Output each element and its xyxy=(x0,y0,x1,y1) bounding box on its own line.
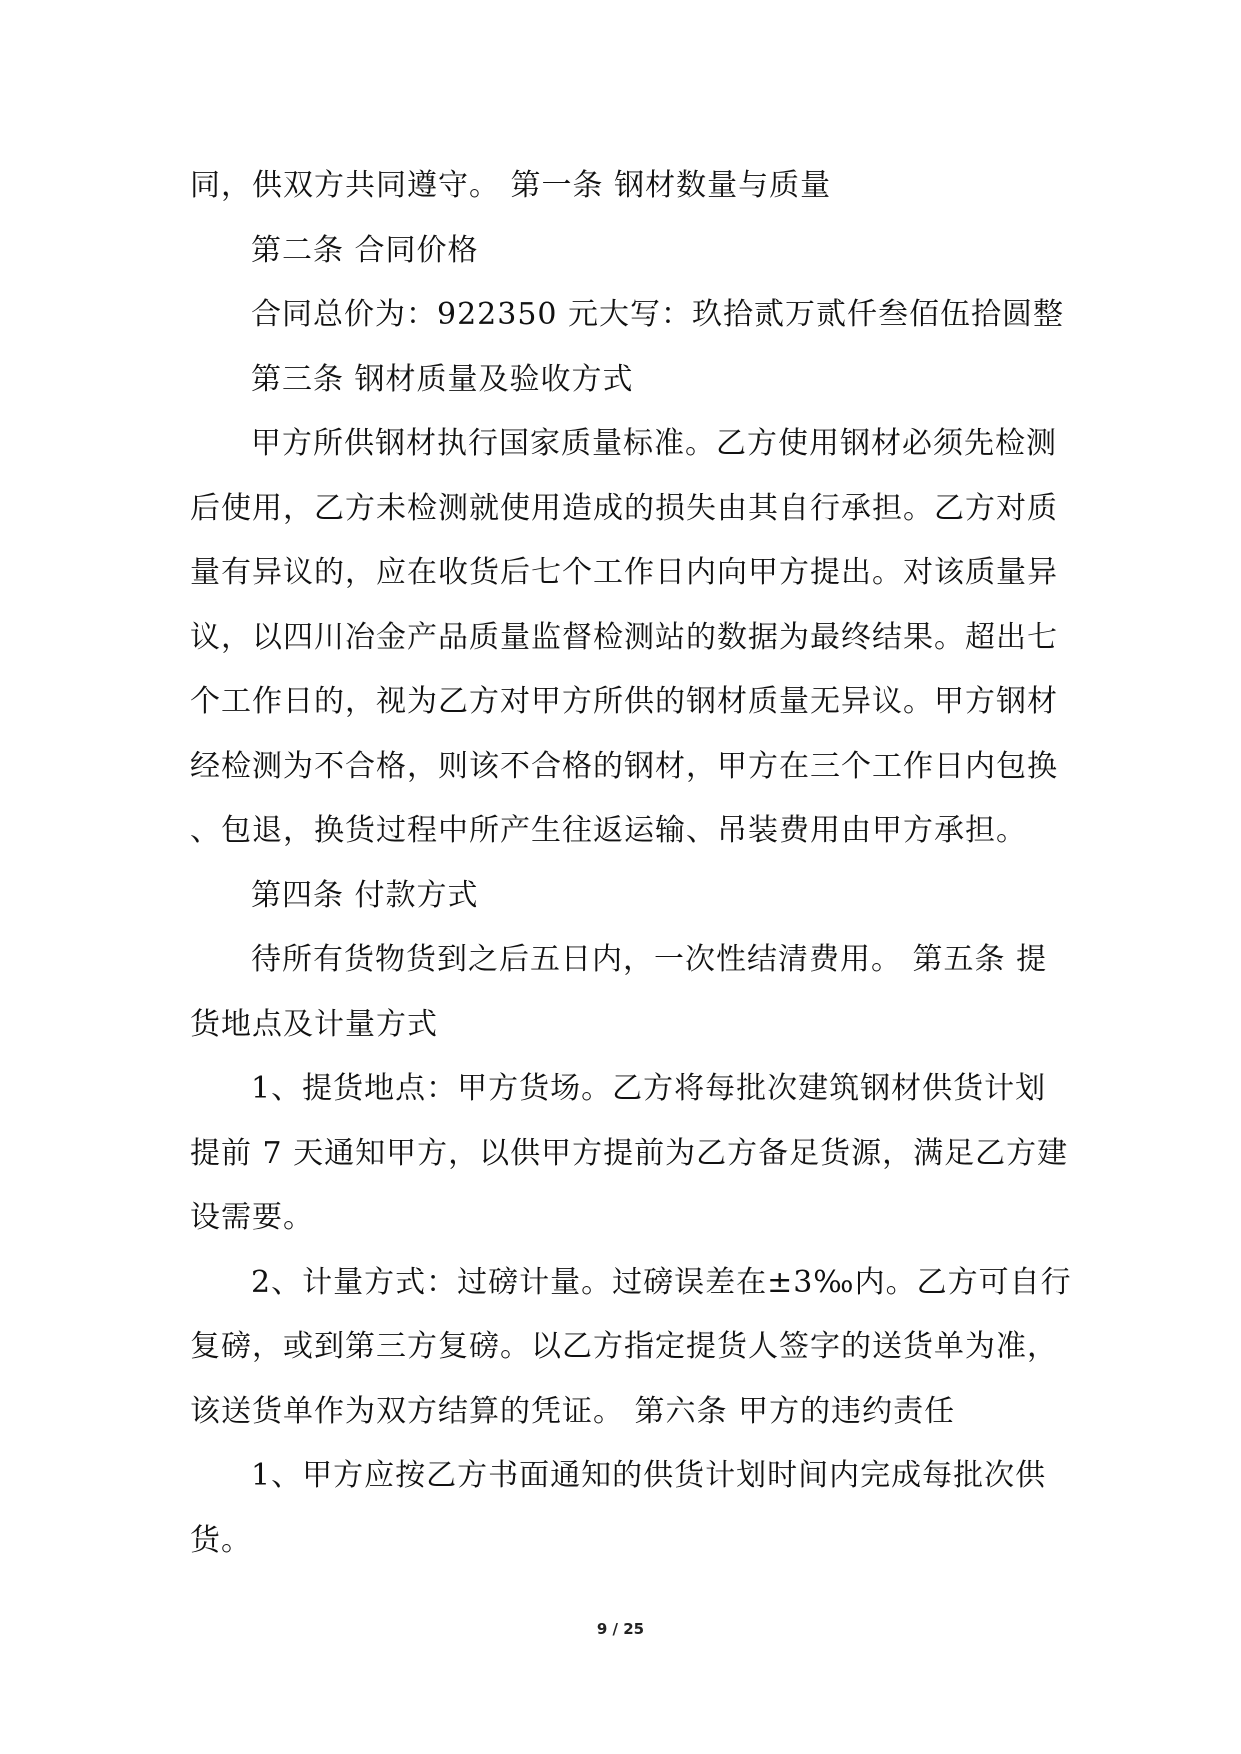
text-line: 1、甲方应按乙方书面通知的供货计划时间内完成每批次供 xyxy=(251,1458,1047,1493)
text-line: 货。 xyxy=(190,1522,252,1558)
text-line: 2、计量方式：过磅计量。过磅误差在±3‰内。乙方可自行 xyxy=(251,1264,1072,1300)
text-line: 第二条 合同价格 xyxy=(251,232,479,268)
text-line: 1、提货地点：甲方货场。乙方将每批次建筑钢材供货计划 xyxy=(251,1071,1047,1106)
text-line: 后使用，乙方未检测就使用造成的损失由其自行承担。乙方对质 xyxy=(190,490,1058,526)
text-line: 经检测为不合格，则该不合格的钢材，甲方在三个工作日内包换 xyxy=(190,748,1058,784)
text-line: 待所有货物货到之后五日内，一次性结清费用。 第五条 提 xyxy=(251,942,1048,977)
text-line: 第三条 钢材质量及验收方式 xyxy=(251,361,634,397)
text-line: 该送货单作为双方结算的凭证。 第六条 甲方的违约责任 xyxy=(190,1393,956,1429)
text-line: 议，以四川冶金产品质量监督检测站的数据为最终结果。超出七 xyxy=(190,619,1058,655)
text-line: 提前 7 天通知甲方，以供甲方提前为乙方备足货源，满足乙方建 xyxy=(190,1135,1069,1171)
text-line: 个工作日的，视为乙方对甲方所供的钢材质量无异议。甲方钢材 xyxy=(190,684,1058,719)
text-line: 同，供双方共同遵守。 第一条 钢材数量与质量 xyxy=(190,168,832,203)
page-number: 9 / 25 xyxy=(596,1620,645,1638)
text-line: 设需要。 xyxy=(190,1200,314,1235)
text-line: 量有异议的，应在收货后七个工作日内向甲方提出。对该质量异 xyxy=(190,555,1058,590)
text-line: 复磅，或到第三方复磅。以乙方指定提货人签字的送货单为准， xyxy=(190,1329,1058,1364)
text-line: 、包退，换货过程中所产生往返运输、吊装费用由甲方承担。 xyxy=(190,813,1027,848)
contract-body-text xyxy=(190,158,1072,1577)
text-line: 第四条 付款方式 xyxy=(251,877,479,913)
text-line: 合同总价为：922350 元大写：玖拾贰万贰仟叁佰伍拾圆整 xyxy=(251,297,1065,332)
text-line: 货地点及计量方式 xyxy=(190,1006,438,1042)
text-line: 甲方所供钢材执行国家质量标准。乙方使用钢材必须先检测 xyxy=(251,426,1057,461)
